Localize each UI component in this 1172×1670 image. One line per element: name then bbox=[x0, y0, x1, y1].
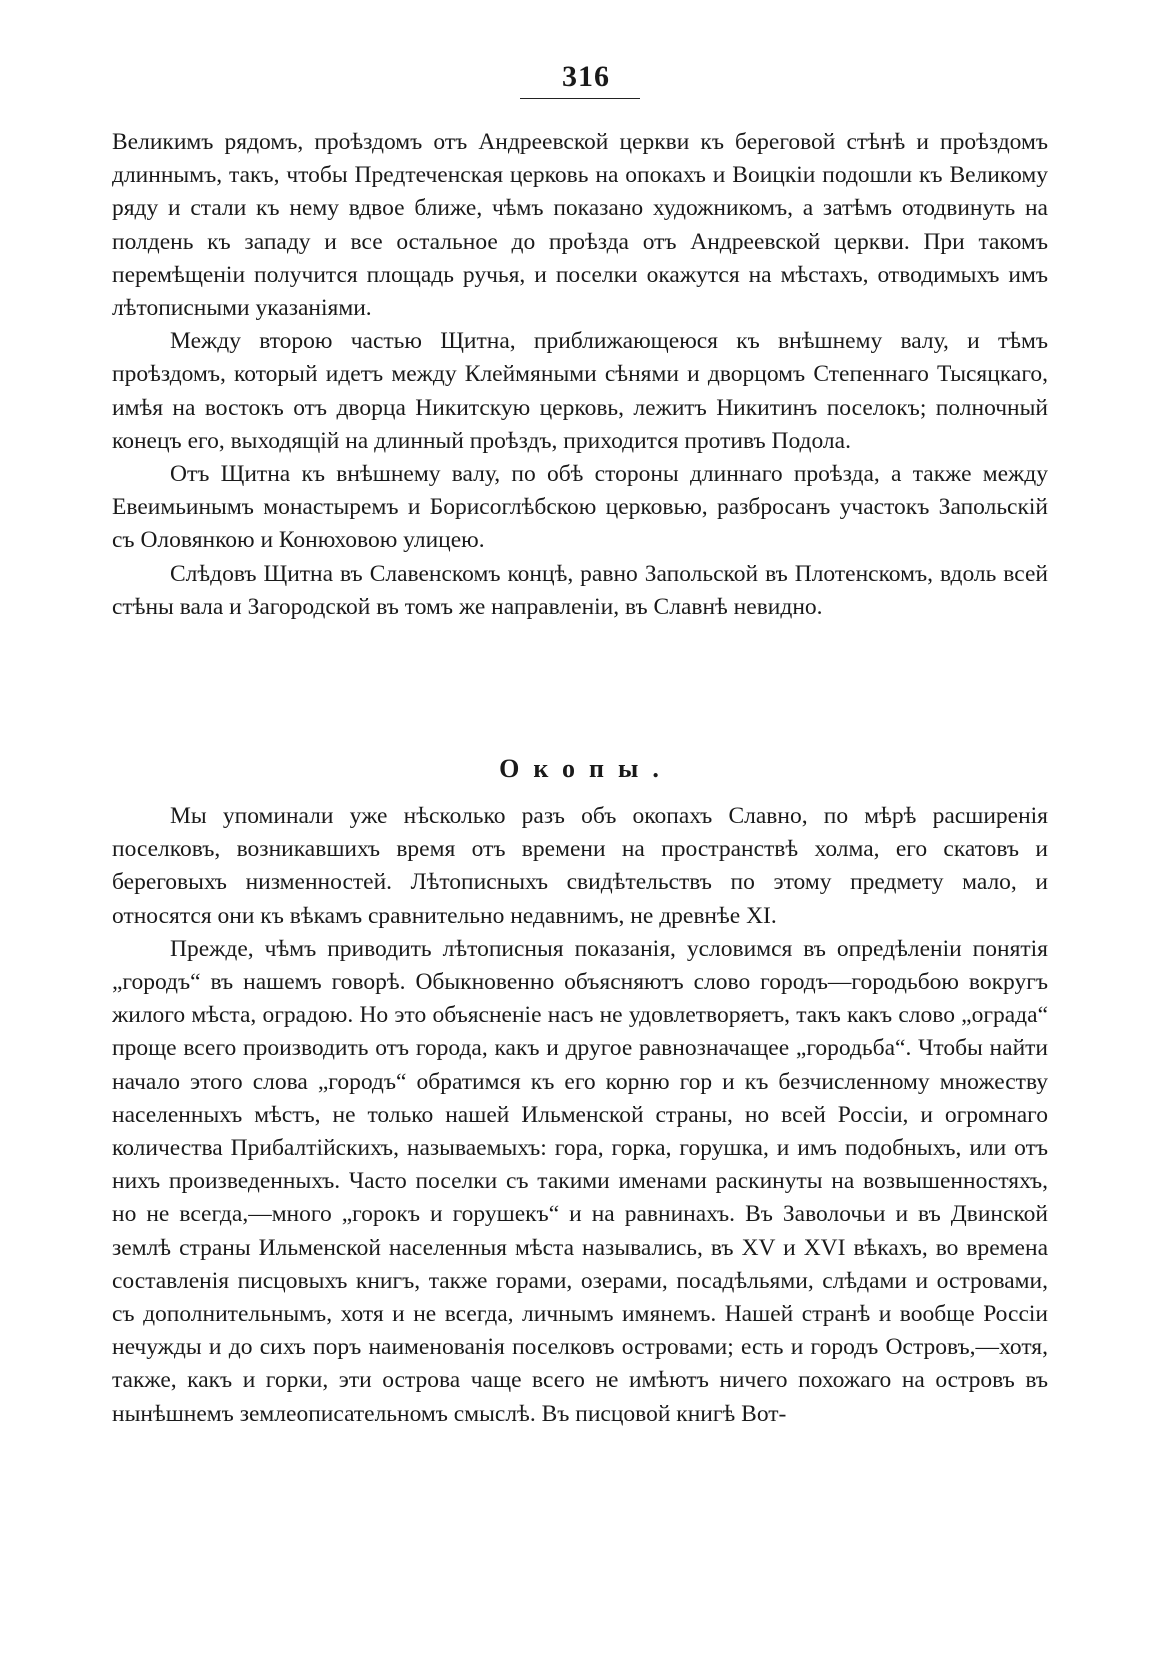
page-number-rule bbox=[520, 98, 640, 99]
section-heading: Окопы. bbox=[499, 754, 673, 783]
paragraph: Между второю частью Щитна, приближающеюся къ внѣшнему валу, и тѣмъ проѣздомъ, который идетъ между Клеймяными сѣнями и дворцомъ Степеннаго Тысяцкаго, имѣя на востокъ отъ дворца Никитскую церковь, лежитъ Никитинъ поселокъ; полночный конецъ его, выходящій на длинный проѣздъ, приходится противъ Подола. bbox=[112, 328, 1048, 454]
paragraph: Великимъ рядомъ, проѣздомъ отъ Андреевской церкви къ береговой стѣнѣ и проѣздомъ длиннымъ, такъ, чтобы Предтеченская церковь на опокахъ и Воицкіи подошли къ Великому ряду и стали къ нему вдвое ближе, чѣмъ показано художникомъ, а затѣмъ отодвинуть на полдень къ западу и все остальное до проѣзда отъ Андреевской церкви. При такомъ перемѣщеніи получится площадь ручья, и поселки окажутся на мѣстахъ, отводимыхъ имъ лѣтописными указаніями. bbox=[112, 129, 1048, 322]
page-number: 316 bbox=[562, 60, 610, 93]
paragraph: Слѣдовъ Щитна въ Славенскомъ концѣ, равно Запольской въ Плотенскомъ, вдоль всей стѣны вала и Загородской въ томъ же направленіи, въ Славнѣ невидно. bbox=[112, 560, 1048, 620]
paragraph: Мы упоминали уже нѣсколько разъ объ окопахъ Славно, по мѣрѣ расширенія поселковъ, возникавшихъ время отъ времени на пространствѣ холма, его скатовъ и береговыхъ низменностей. Лѣтописныхъ свидѣтельствъ по этому предмету мало, и относятся они къ вѣкамъ сравнительно недавнимъ, не древнѣе XI. bbox=[112, 803, 1048, 929]
top-text-block bbox=[112, 126, 1048, 624]
paragraph: Отъ Щитна къ внѣшнему валу, по обѣ стороны длиннаго проѣзда, а также между Евеимьинымъ монастыремъ и Борисоглѣбскою церковью, разбросанъ участокъ Запольскій съ Оловянкою и Конюховою улицею. bbox=[112, 461, 1048, 554]
paragraph: Прежде, чѣмъ приводить лѣтописныя показанія, условимся въ опредѣленіи понятія „городъ“ въ нашемъ говорѣ. Обыкновенно объясняютъ слово городъ—городьбою вокругъ жилого мѣста, оградою. Но это объясненіе насъ не удовлетворяетъ, такъ какъ слово „ограда“ проще всего производить отъ города, какъ и другое равнозначащее „городьба“. Чтобы найти начало этого слова „городъ“ обратимся къ его корню гор и къ безчисленному множеству населенныхъ мѣстъ, не только нашей Ильменской страны, но всей Россіи, и огромнаго количества Прибалтійскихъ, называемыхъ: гора, горка, горушка, и имъ подобныхъ, или отъ нихъ произведенныхъ. Часто поселки съ такими именами раскинуты на возвышенностяхъ, но не всегда,—много „горокъ и горушекъ“ и на равнинахъ. Въ Заволочьи и въ Двинской землѣ страны Ильменской населенныя мѣста назывались, въ XV и XVI вѣкахъ, во времена составленія писцовыхъ книгъ, также горами, озерами, посадѣльями, слѣдами и островами, съ дополнительнымъ, хотя и не всегда, личнымъ имянемъ. Нашей странѣ и вообще Россіи нечужды и до сихъ поръ наименованія поселковъ островами; есть и городъ Островъ,—хотя, также, какъ и горки, эти острова чаще всего не имѣютъ ничего похожаго на островъ въ нынѣшнемъ землеописательномъ смыслѣ. Въ писцовой книгѣ Вот- bbox=[112, 935, 1048, 1427]
bottom-text-block bbox=[112, 800, 1048, 1431]
